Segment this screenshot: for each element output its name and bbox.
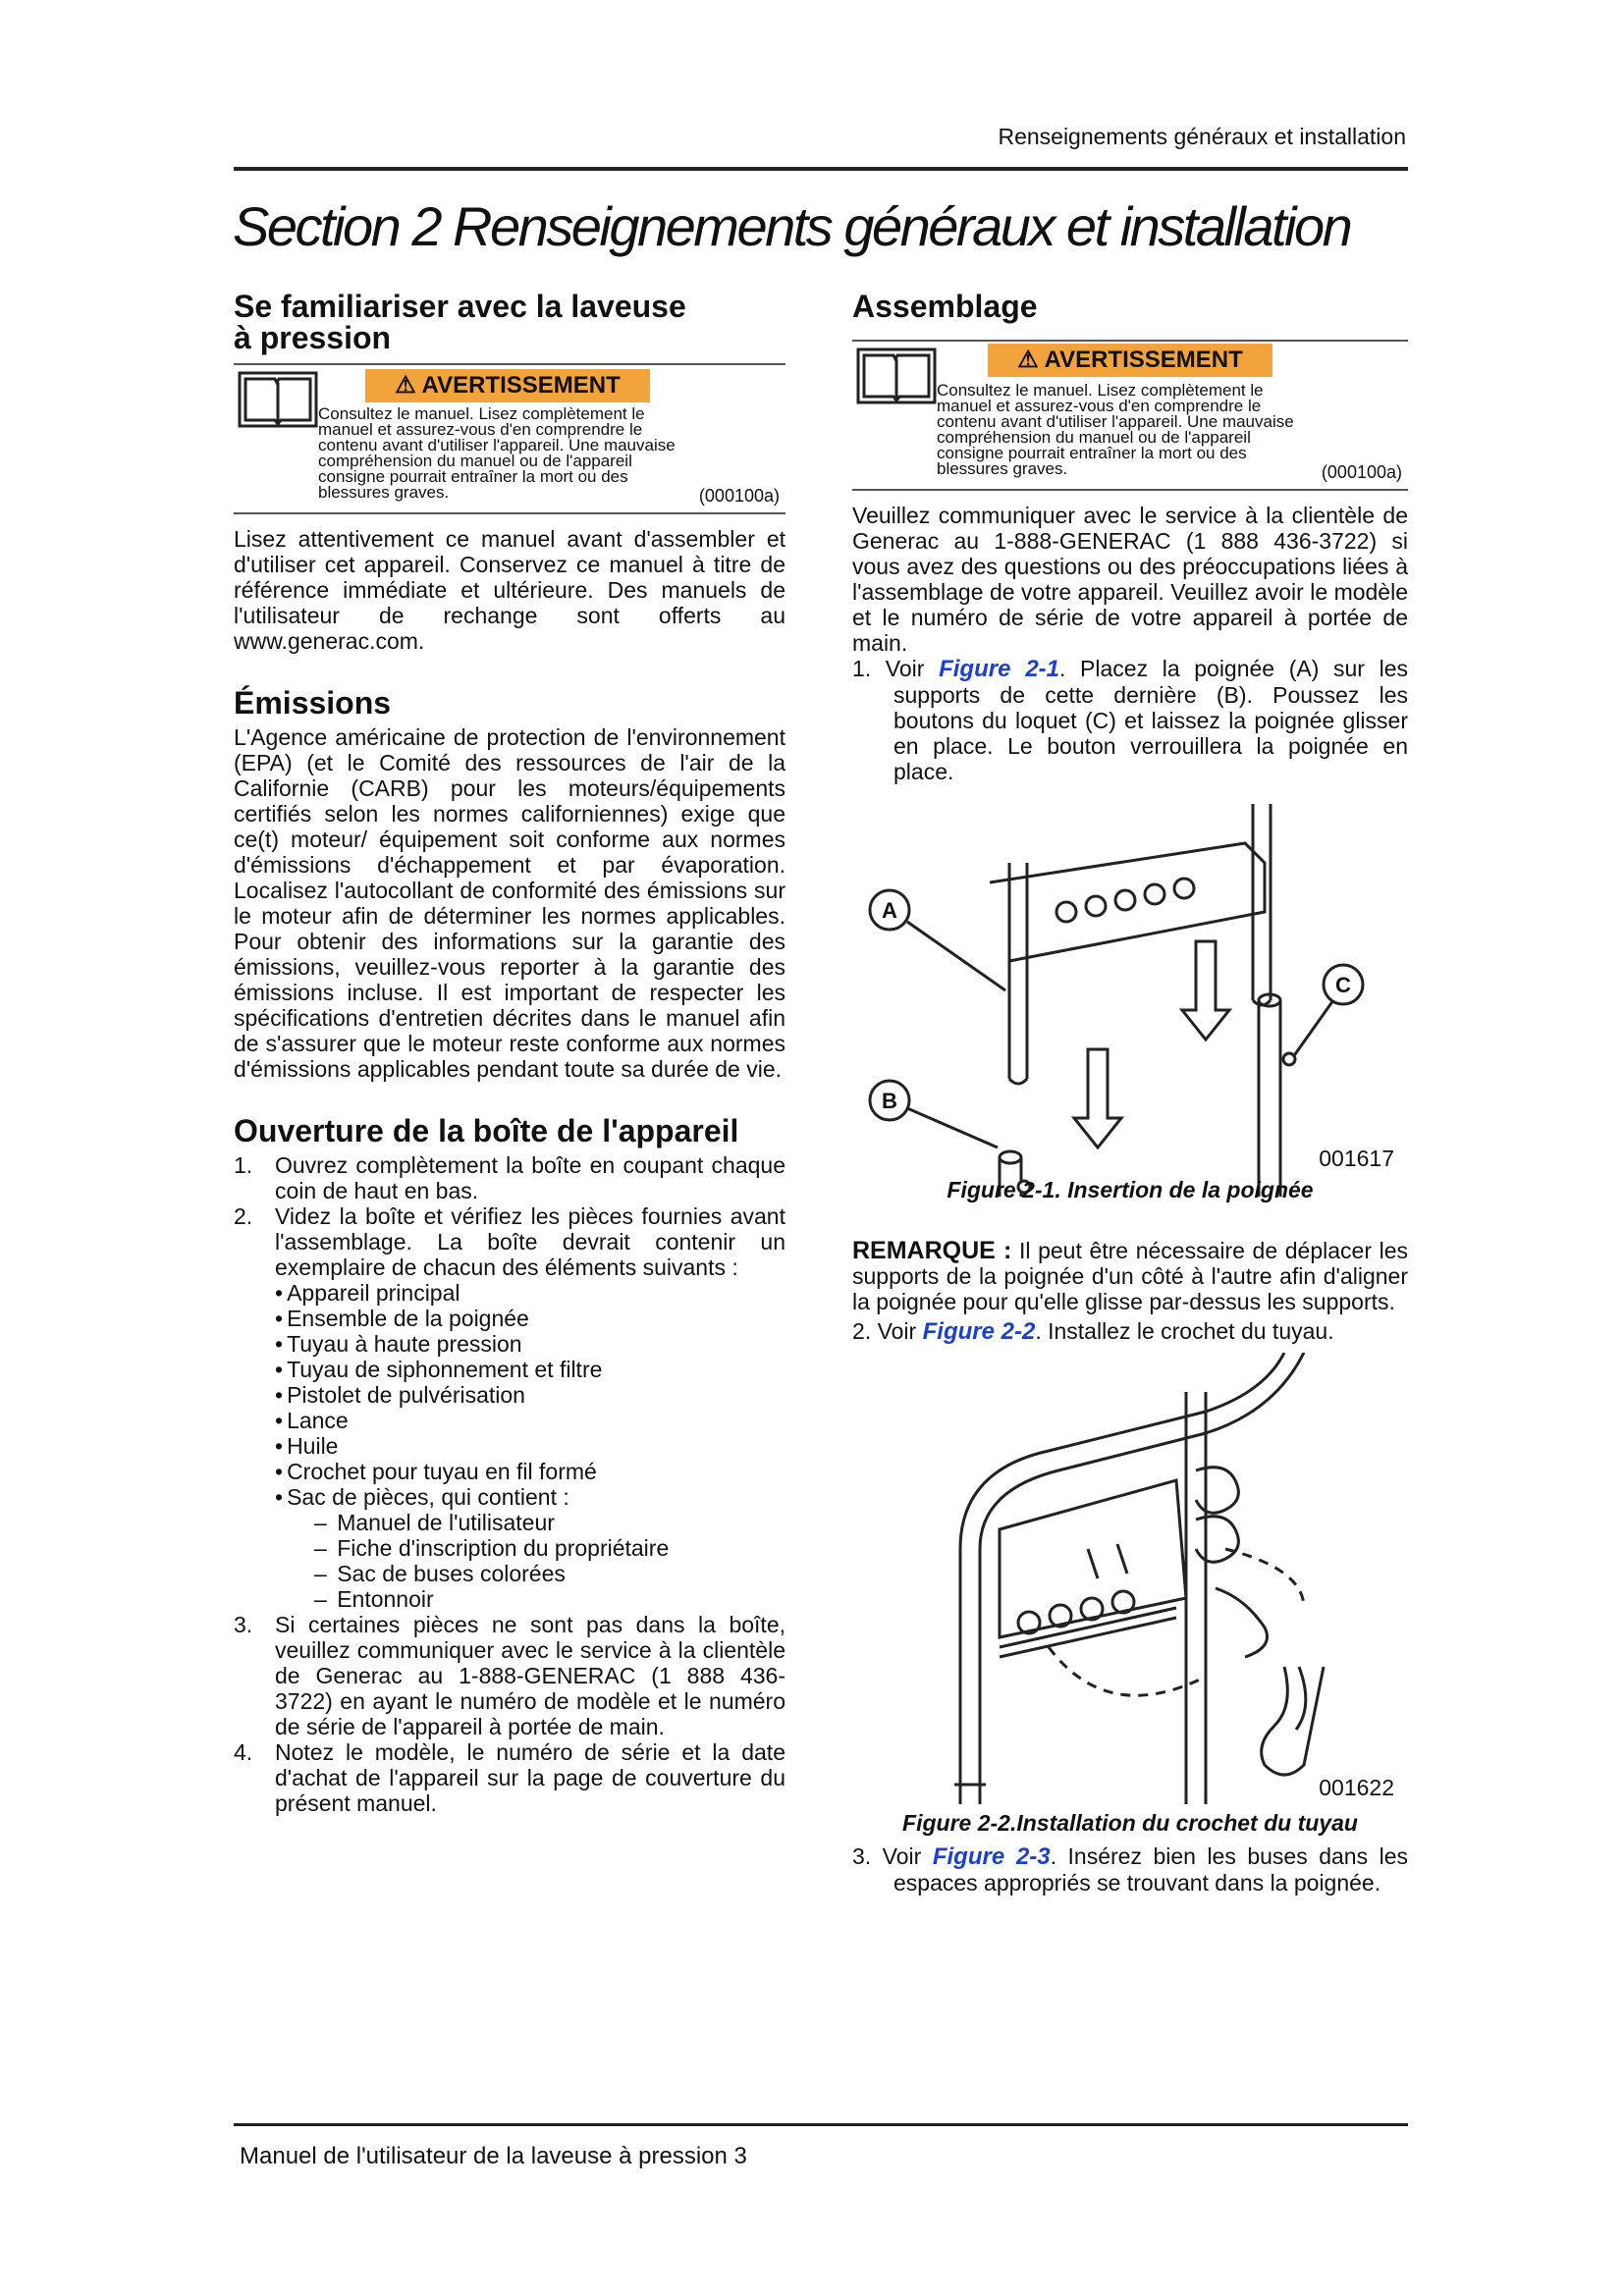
left-column xyxy=(234,291,785,1816)
list-item: • Appareil principal xyxy=(275,1280,460,1306)
warning-banner: ⚠ AVERTISSEMENT xyxy=(365,369,650,402)
header-rule xyxy=(234,167,1408,171)
warning-text: Consultez le manuel. Lisez complètement le manuel et assurez-vous d'en comprendre le contenu avant d'utiliser l'appareil. Une mauvaise compréhension du manuel ou de l'appareil consigne pourrait entraîner la mort ou des blessures graves. xyxy=(937,381,1294,478)
callout-b: B xyxy=(882,1089,897,1113)
warning-text: Consultez le manuel. Lisez complètement le manuel et assurez-vous d'en comprendre le contenu avant d'utiliser l'appareil. Une mauvaise compréhension du manuel ou de l'appareil consigne pourrait entraîner la mort ou des blessures graves. xyxy=(318,404,676,502)
assembly-step-3: 3. Voir Figure 2-3. Insérez bien les buses dans les espaces appropriés se trouvant dans la poignée. xyxy=(852,1843,1408,1896)
list-item: – Entonnoir xyxy=(314,1586,434,1612)
bag-contents-list xyxy=(314,1510,785,1612)
warning-banner: ⚠ AVERTISSEMENT xyxy=(988,344,1272,377)
right-column xyxy=(852,291,1408,1896)
list-item: • Ensemble de la poignée xyxy=(275,1306,529,1331)
list-item: • Lance xyxy=(275,1408,349,1433)
figure-caption: Figure 2-1. Insertion de la poignée xyxy=(947,1177,1314,1202)
list-item: • Tuyau à haute pression xyxy=(275,1331,522,1357)
hose-hook-illustration xyxy=(852,1353,1408,1814)
list-item: – Fiche d'inscription du propriétaire xyxy=(314,1535,670,1561)
unboxing-steps xyxy=(234,1152,785,1816)
footer-rule xyxy=(234,2123,1408,2126)
warning-code: (000100a) xyxy=(1321,462,1402,482)
footer-text: Manuel de l'utilisateur de la laveuse à pression 3 xyxy=(240,2143,747,2169)
figure-2-3-link[interactable]: Figure 2-3 xyxy=(932,1843,1051,1870)
figure-2-2 xyxy=(852,1353,1408,1843)
list-item: – Sac de buses colorées xyxy=(314,1561,566,1586)
warning-triangle-icon: ⚠ xyxy=(1017,347,1039,373)
warning-box-assembly xyxy=(852,340,1408,491)
familiarize-heading: Se familiariser avec la laveuse à pression xyxy=(234,289,686,355)
parts-list xyxy=(275,1280,785,1612)
figure-caption: Figure 2-2.Installation du crochet du tuyau xyxy=(902,1810,1358,1836)
manual-book-icon xyxy=(238,371,318,428)
list-item: 1. Ouvrez complètement la boîte en coupant chaque coin de haut en bas. xyxy=(234,1152,785,1203)
assembly-step-1: 1. Voir Figure 2-1. Placez la poignée (A) sur les supports de cette dernière (B). Poussez les boutons du loquet (C) et laissez la poignée glisser en place. Le bouton verrouillera la poignée en place. xyxy=(852,656,1408,784)
list-item: • Pistolet de pulvérisation xyxy=(275,1382,525,1408)
figure-code: 001617 xyxy=(1319,1146,1394,1171)
warning-code: (000100a) xyxy=(698,486,780,506)
list-item: • Sac de pièces, qui contient : – Manuel de l'utilisateur – Fiche d'inscription du propriétaire – Sac de buses colorées – Entonnoir xyxy=(275,1484,785,1612)
callout-c: C xyxy=(1335,973,1351,997)
assembly-heading: Assemblage xyxy=(852,289,1038,324)
assembly-intro: Veuillez communiquer avec le service à la clientèle de Generac au 1-888-GENERAC (1 888 436-3722) si vous avez des questions ou des préoccupations liées à l'assemblage de votre appareil. Veuillez avoir le modèle et le numéro de série de votre appareil à portée de main. xyxy=(852,503,1408,656)
warning-triangle-icon: ⚠ xyxy=(395,372,416,399)
figure-2-1-link[interactable]: Figure 2-1 xyxy=(939,656,1060,682)
section-title: Section 2 Renseignements généraux et installation xyxy=(233,195,1351,257)
list-item: • Crochet pour tuyau en fil formé xyxy=(275,1459,597,1484)
unboxing-heading: Ouverture de la boîte de l'appareil xyxy=(234,1113,739,1148)
warning-box-familiarize xyxy=(234,363,785,514)
list-item: • Huile xyxy=(275,1433,339,1459)
manual-book-icon xyxy=(856,347,937,404)
running-head: Renseignements généraux et installation xyxy=(998,124,1406,149)
list-item: 2. Videz la boîte et vérifiez les pièces fournies avant l'assemblage. La boîte devrait contenir un exemplaire de chacun des éléments suivants : • Appareil principal • Ensemble de la poignée • Tuyau à haute pression • Tuyau de siphonnement et filtre • Pistolet de pulvérisation • Lance • Huile • Crochet pour tuyau en fil formé • Sac de pièces, qui contient : – Manuel de l'utilisateur – Fiche d'inscription du propriétaire – Sac de buses colorées – Entonnoir xyxy=(234,1203,785,1612)
note: REMARQUE : Il peut être nécessaire de déplacer les supports de la poignée d'un côté à l'autre afin d'aligner la poignée pour qu'elle glisse par-dessus les supports. xyxy=(852,1237,1409,1314)
list-item: 3. Si certaines pièces ne sont pas dans la boîte, veuillez communiquer avec le service à la clientèle de Generac au 1-888-GENERAC (1 888 436-3722) en ayant le numéro de modèle et le numéro de série de l'appareil à portée de main. xyxy=(234,1612,785,1739)
handle-insertion-illustration xyxy=(852,804,1408,1197)
familiarize-text: Lisez attentivement ce manuel avant d'assembler et d'utiliser cet appareil. Conservez ce manuel à titre de référence immédiate et ultérieure. Des manuels de l'utilisateur de rechange sont offerts au www.generac.com. xyxy=(234,526,785,654)
list-item: 4. Notez le modèle, le numéro de série et la date d'achat de l'appareil sur la page de couverture du présent manuel. xyxy=(234,1739,785,1816)
figure-2-1 xyxy=(852,804,1408,1226)
list-item: – Manuel de l'utilisateur xyxy=(314,1510,555,1535)
figure-2-2-link[interactable]: Figure 2-2 xyxy=(922,1318,1036,1345)
callout-a: A xyxy=(882,898,897,923)
assembly-step-2: 2. Voir Figure 2-2. Installez le crochet du tuyau. xyxy=(852,1318,1334,1345)
emissions-text: L'Agence américaine de protection de l'environnement (EPA) (et le Comité des ressources de l'air de la Californie (CARB) pour les moteurs/équipements certifiés selon les normes californiennes) exige que ce(t) moteur/ équipement soit conforme aux normes d'émissions d'échappement et par évaporation. Localisez l'autocollant de conformité des émissions sur le moteur afin de déterminer les normes applicables. Pour obtenir des informations sur la garantie des émissions, veuillez-vous reporter à la garantie des émissions incluse. Il est important de respecter les spécifications d'entretien décrites dans le manuel afin de s'assurer que le moteur reste conforme aux normes d'émissions applicables pendant toute sa durée de vie. xyxy=(234,724,785,1082)
emissions-heading: Émissions xyxy=(234,685,392,721)
list-item: • Tuyau de siphonnement et filtre xyxy=(275,1357,603,1382)
figure-code: 001622 xyxy=(1319,1775,1394,1800)
